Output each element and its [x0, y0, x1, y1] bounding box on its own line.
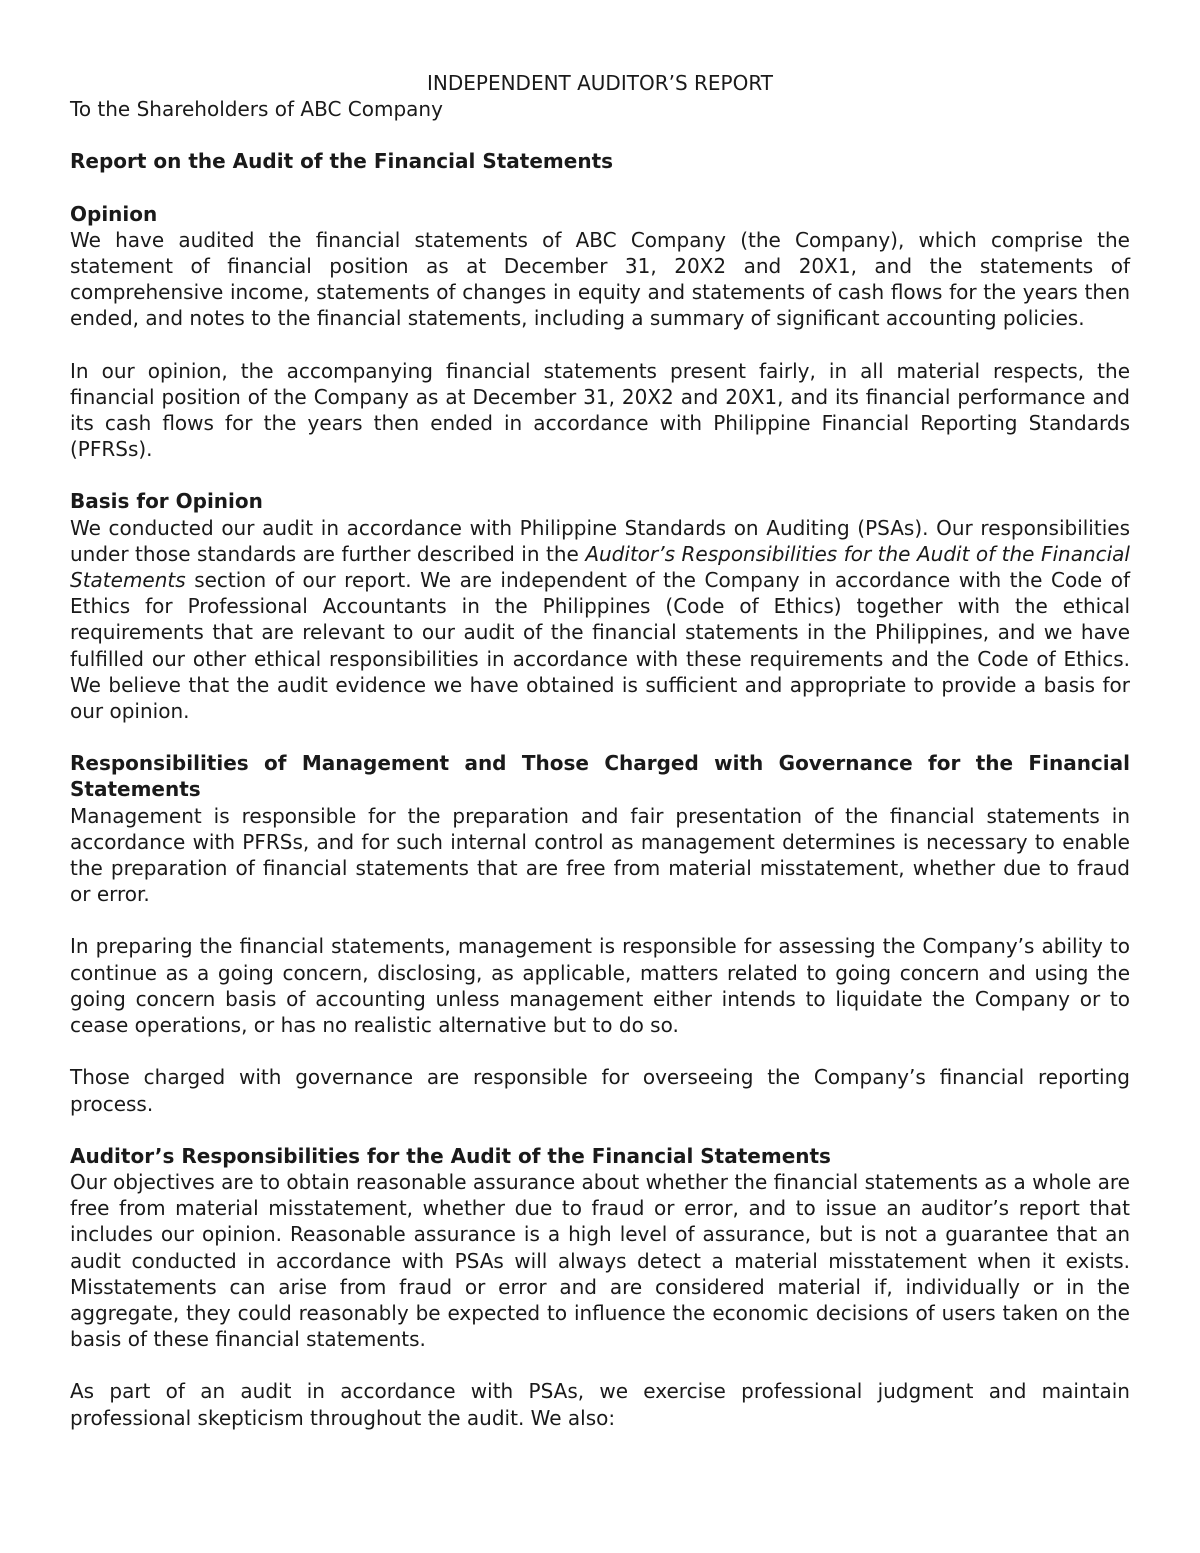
- basis-text-a: We conducted our audit in accordance with Philippine Standards on Auditing (PSAs). Our responsibilities under those standards are further described in the: [70, 515, 1130, 566]
- basis-heading: Basis for Opinion: [70, 489, 263, 514]
- management-paragraph-3: Those charged with governance are responsible for overseeing the Company’s financial reporting process.: [70, 1065, 1130, 1116]
- management-paragraph-2: In preparing the financial statements, management is responsible for assessing the Company’s ability to continue as a going concern, disclosing, as applicable, matters related to going concern and using the going concern basis of accounting unless management either intends to liquidate the Company or to cease operations, or has no realistic alternative but to do so.: [70, 934, 1130, 1038]
- document-page: [70, 70, 1130, 1457]
- addressee-line: To the Shareholders of ABC Company: [70, 97, 443, 122]
- basis-text-b: section of our report. We are independent of the Company in accordance with the Code of Ethics for Professional Accountants in the Philippines (Code of Ethics) together with the ethical requirements that are relevant to our audit of the financial statements in the Philippines, and we have fulfilled our other ethical responsibilities in accordance with these requirements and the Code of Ethics. We believe that the audit evidence we have obtained is sufficient and appropriate to provide a basis for our opinion.: [70, 568, 1130, 724]
- report-section-heading: Report on the Audit of the Financial Statements: [70, 149, 614, 174]
- auditor-heading: Auditor’s Responsibilities for the Audit of the Financial Statements: [70, 1143, 831, 1168]
- opinion-paragraph-1: We have audited the financial statements of ABC Company (the Company), which comprise the statement of financial position as at December 31, 20X2 and 20X1, and the statements of comprehensive income, statements of changes in equity and statements of cash flows for the years then ended, and notes to the financial statements, including a summary of significant accounting policies.: [70, 227, 1130, 331]
- auditor-paragraph-2: As part of an audit in accordance with PSAs, we exercise professional judgment and maintain professional skepticism throughout the audit. We also:: [70, 1379, 1130, 1430]
- management-heading: Responsibilities of Management and Those Charged with Governance for the Financial Statements: [70, 751, 1130, 802]
- opinion-paragraph-2: In our opinion, the accompanying financial statements present fairly, in all material respects, the financial position of the Company as at December 31, 20X2 and 20X1, and its financial performance and its cash flows for the years then ended in accordance with Philippine Financial Reporting Standards (PFRSs).: [70, 358, 1130, 462]
- management-paragraph-1: Management is responsible for the preparation and fair presentation of the financial statements in accordance with PFRSs, and for such internal control as management determines is necessary to enable the preparation of financial statements that are free from material misstatement, whether due to fraud or error.: [70, 803, 1130, 907]
- auditor-paragraph-1: Our objectives are to obtain reasonable assurance about whether the financial statements as a whole are free from material misstatement, whether due to fraud or error, and to issue an auditor’s report that includes our opinion. Reasonable assurance is a high level of assurance, but is not a guarantee that an audit conducted in accordance with PSAs will always detect a material misstatement when it exists. Misstatements can arise from fraud or error and are considered material if, individually or in the aggregate, they could reasonably be expected to influence the economic decisions of users taken on the basis of these financial statements.: [70, 1169, 1130, 1352]
- report-title: INDEPENDENT AUDITOR’S REPORT: [426, 71, 773, 95]
- basis-text-italic: Auditor’s Responsibilities for the Audit of the Financial Statements: [70, 541, 1130, 593]
- basis-paragraph-1: [70, 515, 1130, 725]
- opinion-heading: Opinion: [70, 201, 158, 226]
